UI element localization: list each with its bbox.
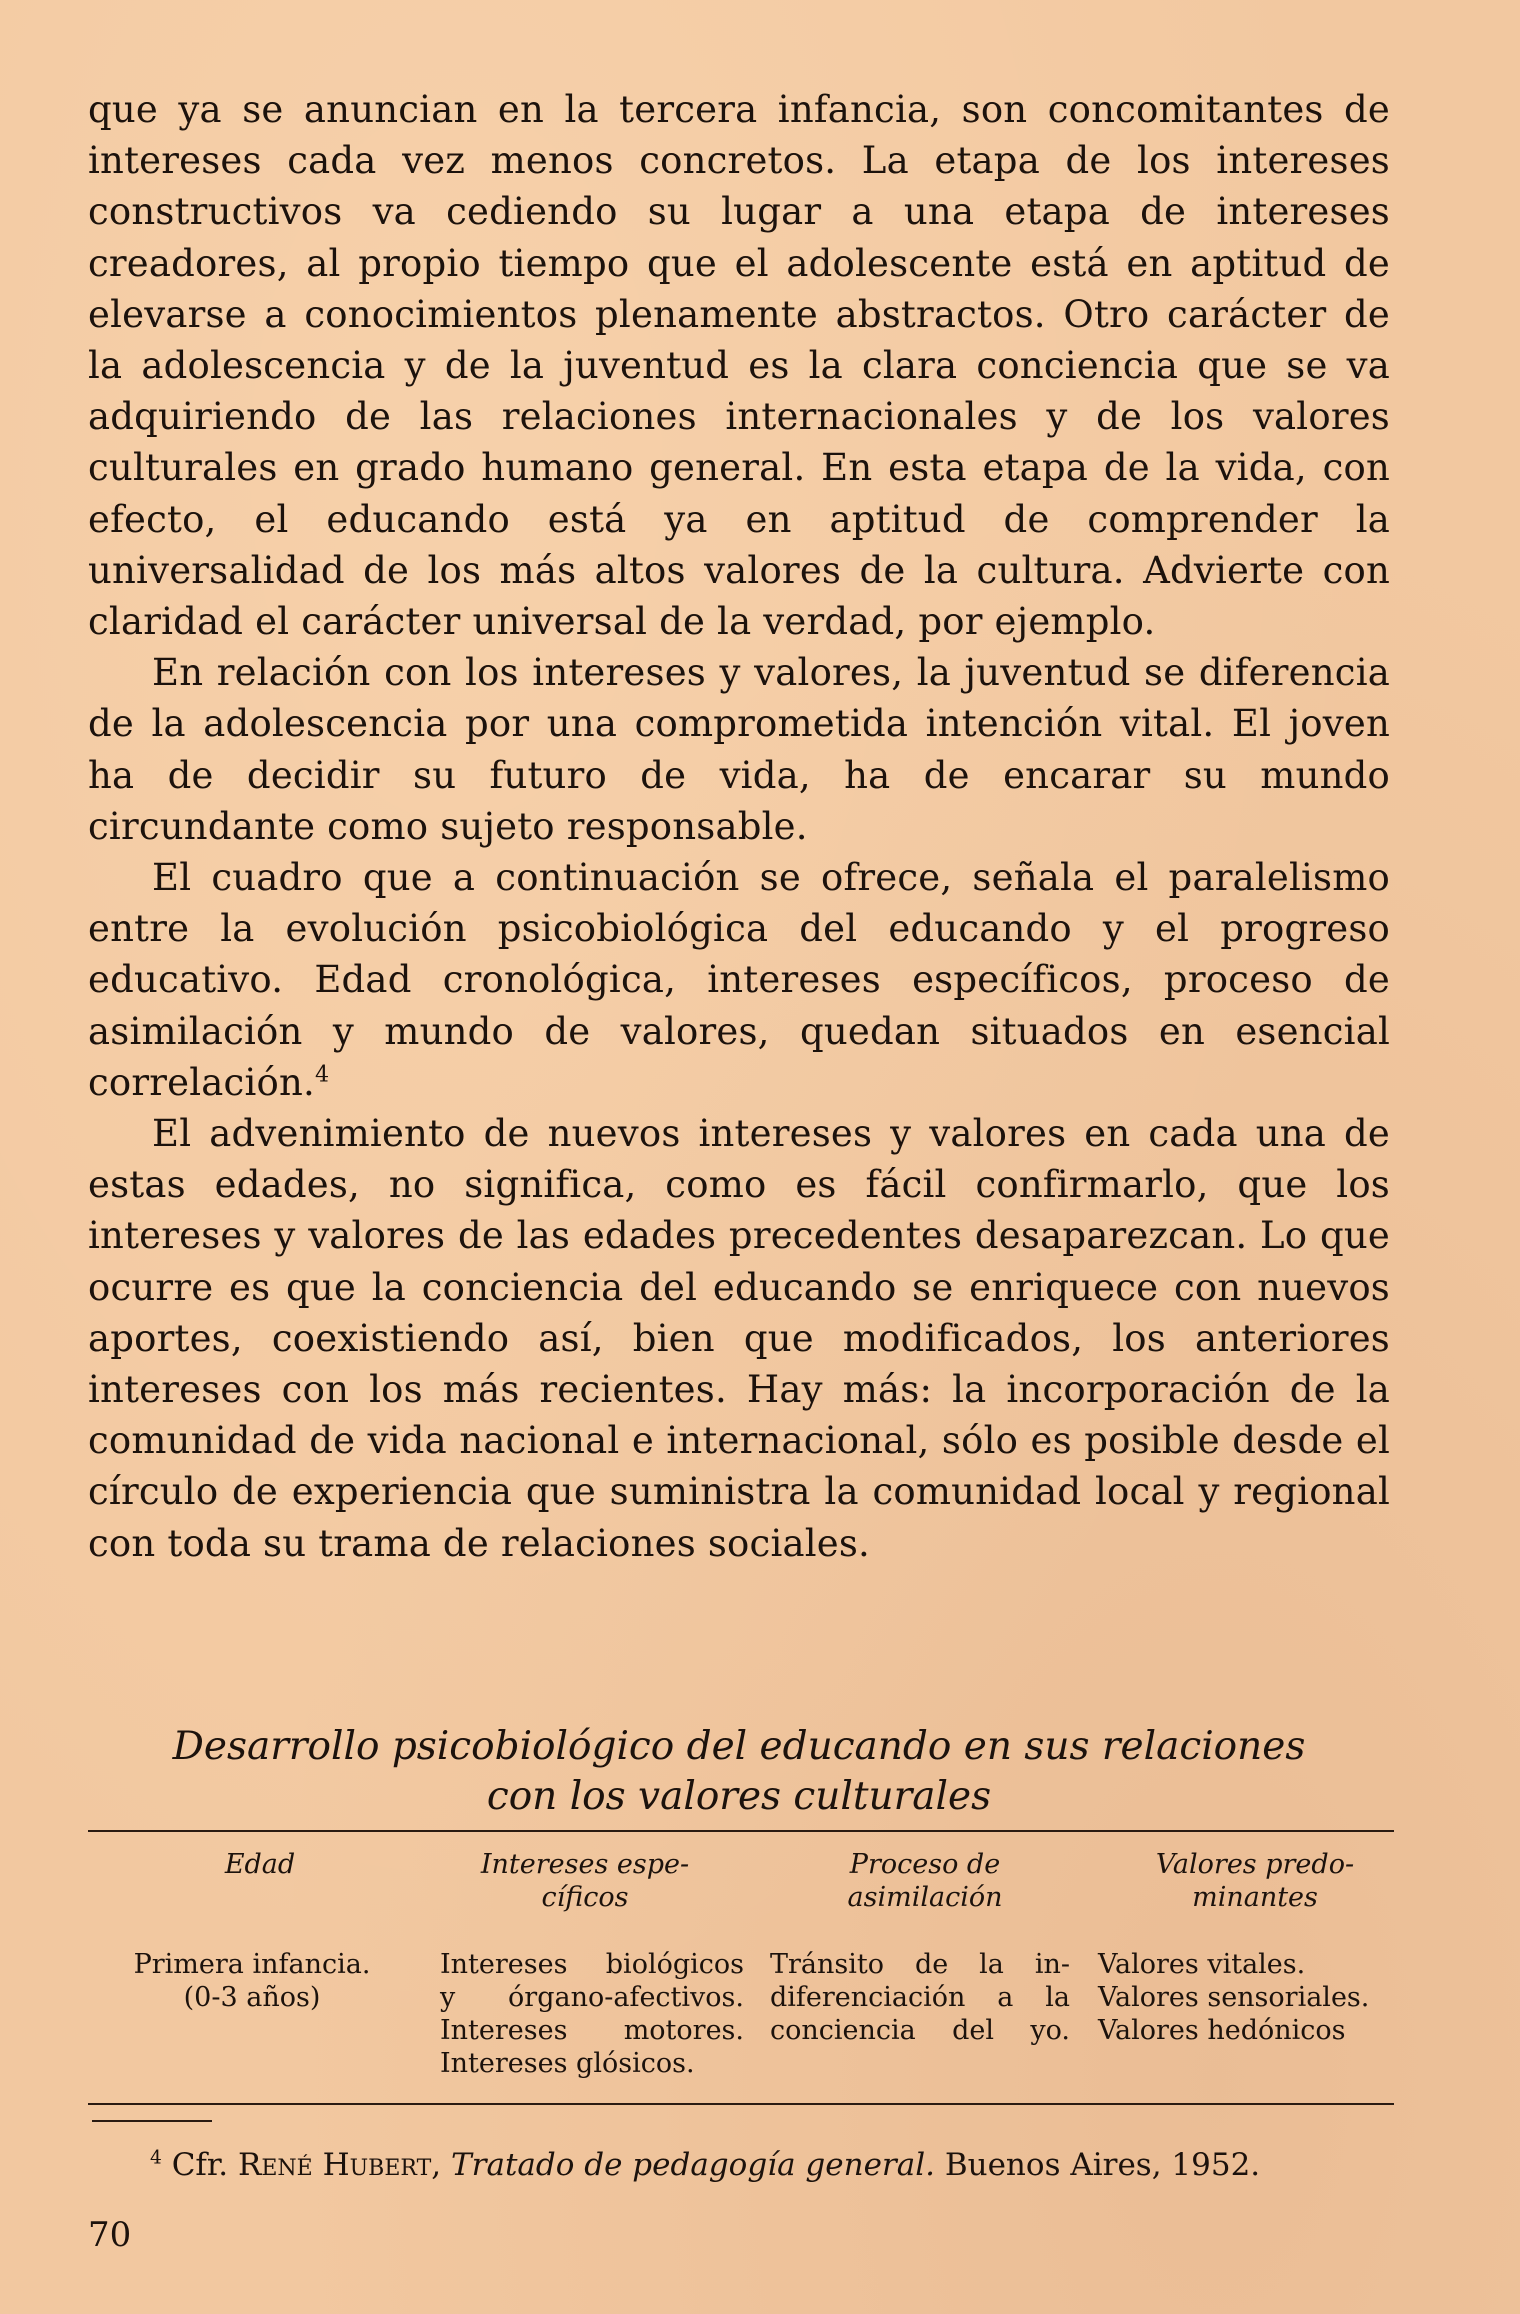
header-proceso-line-1: Proceso de <box>849 1849 1001 1880</box>
footnote-work: Tratado de pedagogía general. <box>450 2147 935 2183</box>
table-top-rule <box>88 1830 1394 1832</box>
table-title-line-1: Desarrollo psicobiológico del educando en sus relaciones <box>172 1724 1306 1769</box>
footnote-number: 4 <box>150 2147 162 2169</box>
header-proceso-line-2: asimilación <box>847 1882 1003 1913</box>
footnote-prefix: Cfr. <box>171 2147 229 2183</box>
header-valores <box>1110 1848 1400 1914</box>
cell-intereses-line-3: Intereses motores. <box>440 2015 744 2046</box>
cell-proceso-line-3: conciencia del yo. <box>770 2015 1070 2046</box>
cell-valores-line-2: Valores sensoriales. <box>1098 1982 1370 2013</box>
footnote-author: René Hubert, <box>238 2147 442 2183</box>
cell-proceso-line-2: diferenciación a la <box>770 1982 1070 2013</box>
header-intereses-line-2: cíficos <box>541 1882 629 1913</box>
cell-intereses-line-2: y órgano-afectivos. <box>440 1982 744 2013</box>
paragraph-4: El advenimiento de nuevos intereses y valores en cada una de estas edades, no significa, como es fácil confirmarlo, que los intereses y valores de las edades precedentes desaparezcan. Lo que ocurre es que la conciencia del educando se enriquece con nuevos aportes, coexistiendo así, bien que modificados, los anteriores intereses con los más recientes. Hay más: la incorporación de la comunidad de vida nacional e internacional, sólo es posible desde el círculo de experiencia que suministra la comunidad local y regional con toda su trama de relaciones sociales. <box>88 1112 1390 1565</box>
header-edad-text: Edad <box>224 1849 296 1880</box>
paragraph-2: En relación con los intereses y valores, la juventud se diferencia de la adolescencia por una comprometida intención vital. El joven ha de decidir su futuro de vida, ha de encarar su mundo circundante como sujeto responsable. <box>88 651 1390 848</box>
table-bottom-rule <box>88 2103 1394 2105</box>
paragraph-3-text: El cuadro que a continuación se ofrece, señala el paralelismo entre la evolución psicobiológica del educando y el progreso educativo. Edad cronológica, intereses específicos, proceso de asimilación y mundo de valores, quedan situados en esencial correlación. <box>88 856 1390 1104</box>
cell-intereses-line-4: Intereses glósicos. <box>440 2048 695 2079</box>
cell-proceso-line-1: Tránsito de la in- <box>770 1949 1070 1980</box>
cell-valores-line-1: Valores vitales. <box>1098 1949 1306 1980</box>
cell-edad-line-2: (0-3 años) <box>183 1982 321 2013</box>
cell-intereses <box>440 1948 744 2080</box>
cell-proceso <box>770 1948 1070 2047</box>
header-edad <box>170 1848 350 1881</box>
footnote <box>150 2145 1394 2185</box>
footnote-rule <box>92 2120 212 2122</box>
header-proceso <box>780 1848 1070 1914</box>
paragraph-3 <box>88 852 1390 1108</box>
body-text <box>88 84 1390 1569</box>
table-title-line-2: con los valores culturales <box>486 1774 992 1819</box>
cell-edad <box>112 1948 392 2014</box>
cell-edad-line-1: Primera infancia. <box>133 1949 371 1980</box>
header-valores-line-1: Valores predo- <box>1155 1849 1355 1880</box>
page-number: 70 <box>88 2215 132 2255</box>
header-valores-line-2: minantes <box>1192 1882 1318 1913</box>
header-intereses-line-1: Intereses espe- <box>480 1849 690 1880</box>
footnote-reference: 4 <box>314 1061 330 1088</box>
table-title <box>88 1722 1390 1822</box>
cell-valores-line-3: Valores hedónicos <box>1098 2015 1346 2046</box>
cell-intereses-line-1: Intereses biológicos <box>440 1949 744 1980</box>
cell-valores <box>1098 1948 1398 2047</box>
paragraph-1: que ya se anuncian en la tercera infancia, son concomitantes de intereses cada vez menos concretos. La etapa de los intereses constructivos va cediendo su lugar a una etapa de intereses creadores, al propio tiempo que el adolescente está en aptitud de elevarse a conocimientos plenamente abstractos. Otro carácter de la adolescencia y de la juventud es la clara conciencia que se va adquiriendo de las relaciones internacionales y de los valores culturales en grado humano general. En esta etapa de la vida, con efecto, el educando está ya en aptitud de comprender la universalidad de los más altos valores de la cultura. Advierte con claridad el carácter universal de la verdad, por ejemplo. <box>88 88 1390 644</box>
header-intereses <box>440 1848 730 1914</box>
footnote-place-year: Buenos Aires, 1952. <box>944 2147 1261 2183</box>
